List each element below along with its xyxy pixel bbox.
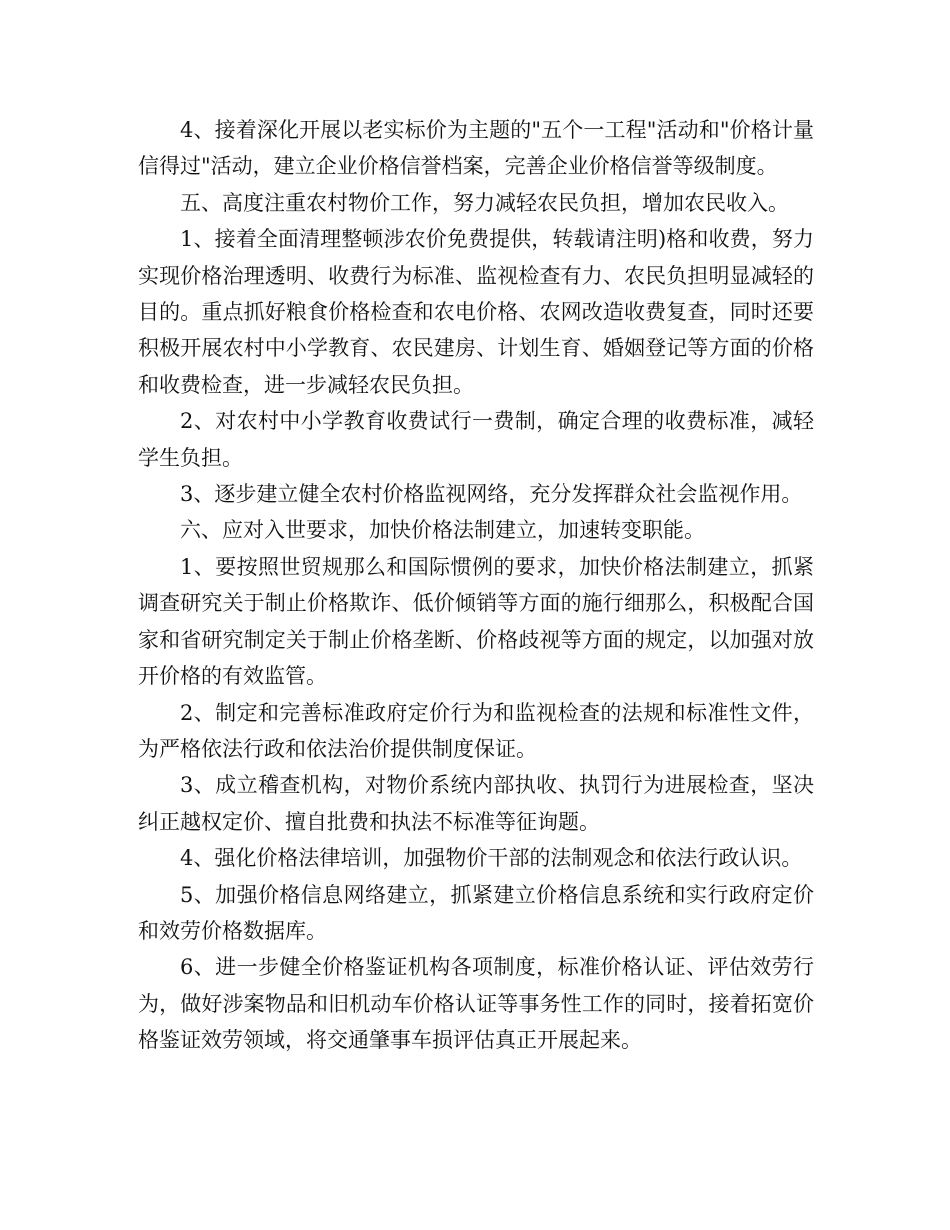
paragraph: 6、进一步健全价格鉴证机构各项制度，标准价格认证、评估效劳行为，做好涉案物品和旧机动车价格认证等事务性工作的同时，接着拓宽价格鉴证效劳领域，将交通肇事车损评估真正开展起来。 bbox=[138, 955, 814, 1053]
paragraph: 4、强化价格法律培训，加强物价干部的法制观念和依法行政认识。 bbox=[180, 846, 803, 871]
paragraph: 1、接着全面清理整顿涉农价免费提供，转载请注明)格和收费，努力实现价格治理透明、收费行为标准、监视检查有力、农民负担明显减轻的目的。重点抓好粮食价格检查和农电价格、农网改造收费复查，同时还要积极开展农村中小学教育、农民建房、计划生育、婚姻登记等方面的价格和收费检查，进一步减轻农民负担。 bbox=[138, 227, 814, 397]
paragraph: 1、要按照世贸规那么和国际惯例的要求，加快价格法制建立，抓紧调查研究关于制止价格欺诈、低价倾销等方面的施行细那么，积极配合国家和省研究制定关于制止价格垄断、价格歧视等方面的规定，以加强对放开价格的有效监管。 bbox=[138, 554, 814, 689]
paragraph: 3、成立稽查机构，对物价系统内部执收、执罚行为进展检查，坚决纠正越权定价、擅自批费和执法不标准等征询题。 bbox=[138, 773, 814, 834]
paragraph: 2、对农村中小学教育收费试行一费制，确定合理的收费标准，减轻学生负担。 bbox=[138, 409, 814, 470]
paragraph: 4、接着深化开展以老实标价为主题的"五个一工程"活动和"价格计量信得过"活动，建立企业价格信誉档案，完善企业价格信誉等级制度。 bbox=[138, 118, 814, 179]
paragraph: 2、制定和完善标准政府定价行为和监视检查的法规和标准性文件，为严格依法行政和依法治价提供制度保证。 bbox=[138, 700, 814, 761]
paragraph: 3、逐步建立健全农村价格监视网络，充分发挥群众社会监视作用。 bbox=[180, 482, 803, 507]
section-heading: 六、应对入世要求，加快价格法制建立，加速转变职能。 bbox=[180, 518, 705, 543]
paragraph: 5、加强价格信息网络建立，抓紧建立价格信息系统和实行政府定价和效劳价格数据库。 bbox=[138, 882, 814, 943]
document-body bbox=[138, 112, 814, 1059]
section-heading: 五、高度注重农村物价工作，努力减轻农民负担，增加农民收入。 bbox=[180, 190, 789, 215]
